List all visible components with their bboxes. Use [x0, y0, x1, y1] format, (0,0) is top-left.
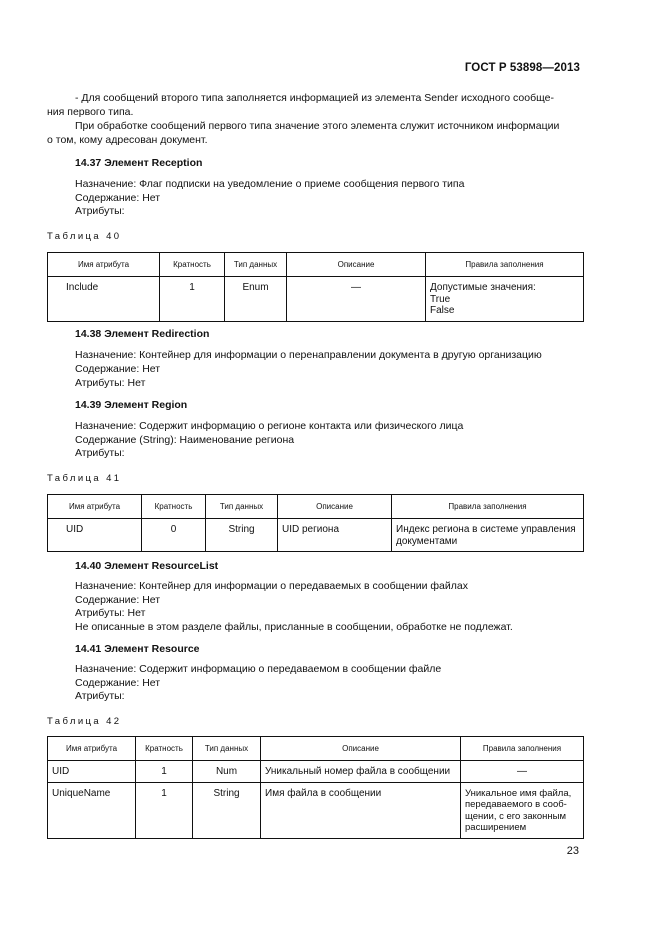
s1441-purpose: Назначение: Содержит информацию о передаваемом в сообщении файле	[75, 663, 442, 675]
s1440-content: Содержание: Нет	[75, 594, 161, 606]
s1437-attrs: Атрибуты:	[75, 205, 125, 217]
s1438-attrs: Атрибуты: Нет	[75, 377, 146, 389]
table-40	[47, 252, 584, 322]
rules-line: Допустимые значения:	[430, 282, 536, 293]
cell-type: Enum	[225, 277, 287, 322]
cell-name: UniqueName	[48, 782, 136, 838]
section-heading-1437: 14.37 Элемент Reception	[75, 157, 203, 169]
table-row	[48, 761, 584, 783]
cell-mult: 1	[136, 782, 193, 838]
s1437-purpose: Назначение: Флаг подписки на уведомление о приеме сообщения первого типа	[75, 178, 465, 190]
table-40-header-desc: Описание	[287, 253, 426, 277]
cell-rules	[392, 519, 584, 552]
s1439-purpose: Назначение: Содержит информацию о регионе контакта или физического лица	[75, 420, 464, 432]
table-40-header-mult: Кратность	[160, 253, 225, 277]
table-41	[47, 494, 584, 552]
cell-mult: 1	[160, 277, 225, 322]
rules-line: расширением	[465, 822, 527, 833]
cell-name: UID	[48, 519, 142, 552]
table-row	[48, 519, 584, 552]
rules-line: False	[430, 305, 455, 316]
intro-line-2: ния первого типа.	[47, 106, 134, 118]
rules-line: True	[430, 293, 451, 305]
s1438-content: Содержание: Нет	[75, 363, 161, 375]
table-40-header-name: Имя атрибута	[48, 253, 160, 277]
cell-name: Include	[48, 277, 160, 322]
table-41-header-name: Имя атрибута	[48, 495, 142, 519]
table-42	[47, 736, 584, 839]
table-41-header-mult: Кратность	[142, 495, 206, 519]
cell-name: UID	[48, 761, 136, 783]
rules-line: —	[517, 766, 527, 777]
s1440-note: Не описанные в этом разделе файлы, присланные в сообщении, обработке не подлежат.	[75, 621, 513, 633]
s1438-purpose: Назначение: Контейнер для информации о перенаправлении документа в другую организацию	[75, 349, 542, 361]
table-42-caption: Таблица 42	[47, 716, 122, 727]
cell-desc: UID региона	[278, 519, 392, 552]
cell-rules	[461, 782, 584, 838]
s1437-content: Содержание: Нет	[75, 192, 161, 204]
s1439-attrs: Атрибуты:	[75, 447, 125, 459]
table-row	[48, 782, 584, 838]
table-40-header-type: Тип данных	[225, 253, 287, 277]
table-42-header-rules: Правила заполнения	[461, 737, 584, 761]
cell-rules	[426, 277, 584, 322]
cell-type: String	[193, 782, 261, 838]
section-heading-1438: 14.38 Элемент Redirection	[75, 328, 210, 340]
cell-type: String	[206, 519, 278, 552]
rules-line: щении, с его законным	[465, 810, 567, 822]
intro-line-3: При обработке сообщений первого типа значение этого элемента служит источником информации	[75, 120, 560, 132]
table-40-caption: Таблица 40	[47, 231, 122, 242]
cell-mult: 1	[136, 761, 193, 783]
section-heading-1439: 14.39 Элемент Region	[75, 399, 188, 411]
standard-header: ГОСТ Р 53898—2013	[464, 62, 580, 74]
table-row	[48, 277, 584, 322]
table-40-header-rules: Правила заполнения	[426, 253, 584, 277]
intro-line-1: - Для сообщений второго типа заполняется информацией из элемента Sender исходного сообще-	[75, 92, 554, 104]
cell-mult: 0	[142, 519, 206, 552]
s1441-content: Содержание: Нет	[75, 677, 161, 689]
cell-desc: Уникальный номер файла в сообщении	[261, 761, 461, 783]
section-heading-1441: 14.41 Элемент Resource	[75, 643, 200, 655]
section-heading-1440: 14.40 Элемент ResourceList	[75, 560, 219, 572]
s1440-purpose: Назначение: Контейнер для информации о передаваемых в сообщении файлах	[75, 580, 468, 592]
rules-line: Индекс региона в системе управления	[396, 524, 576, 535]
cell-rules	[461, 761, 584, 783]
s1439-content: Содержание (String): Наименование региона	[75, 434, 295, 446]
rules-line: документами	[396, 535, 458, 547]
table-42-header-mult: Кратность	[136, 737, 193, 761]
rules-line: передаваемого в сооб-	[465, 799, 567, 810]
table-41-header-type: Тип данных	[206, 495, 278, 519]
cell-desc: Имя файла в сообщении	[261, 782, 461, 838]
s1440-attrs: Атрибуты: Нет	[75, 607, 146, 619]
s1441-attrs: Атрибуты:	[75, 690, 125, 702]
table-42-header-type: Тип данных	[193, 737, 261, 761]
intro-line-4: о том, кому адресован документ.	[47, 134, 208, 146]
table-41-header-rules: Правила заполнения	[392, 495, 584, 519]
table-41-caption: Таблица 41	[47, 473, 122, 484]
table-42-header-name: Имя атрибута	[48, 737, 136, 761]
page-number: 23	[566, 845, 579, 857]
cell-desc: —	[287, 277, 426, 322]
table-42-header-desc: Описание	[261, 737, 461, 761]
table-41-header-desc: Описание	[278, 495, 392, 519]
rules-line: Уникальное имя файла,	[465, 787, 572, 799]
cell-type: Num	[193, 761, 261, 783]
